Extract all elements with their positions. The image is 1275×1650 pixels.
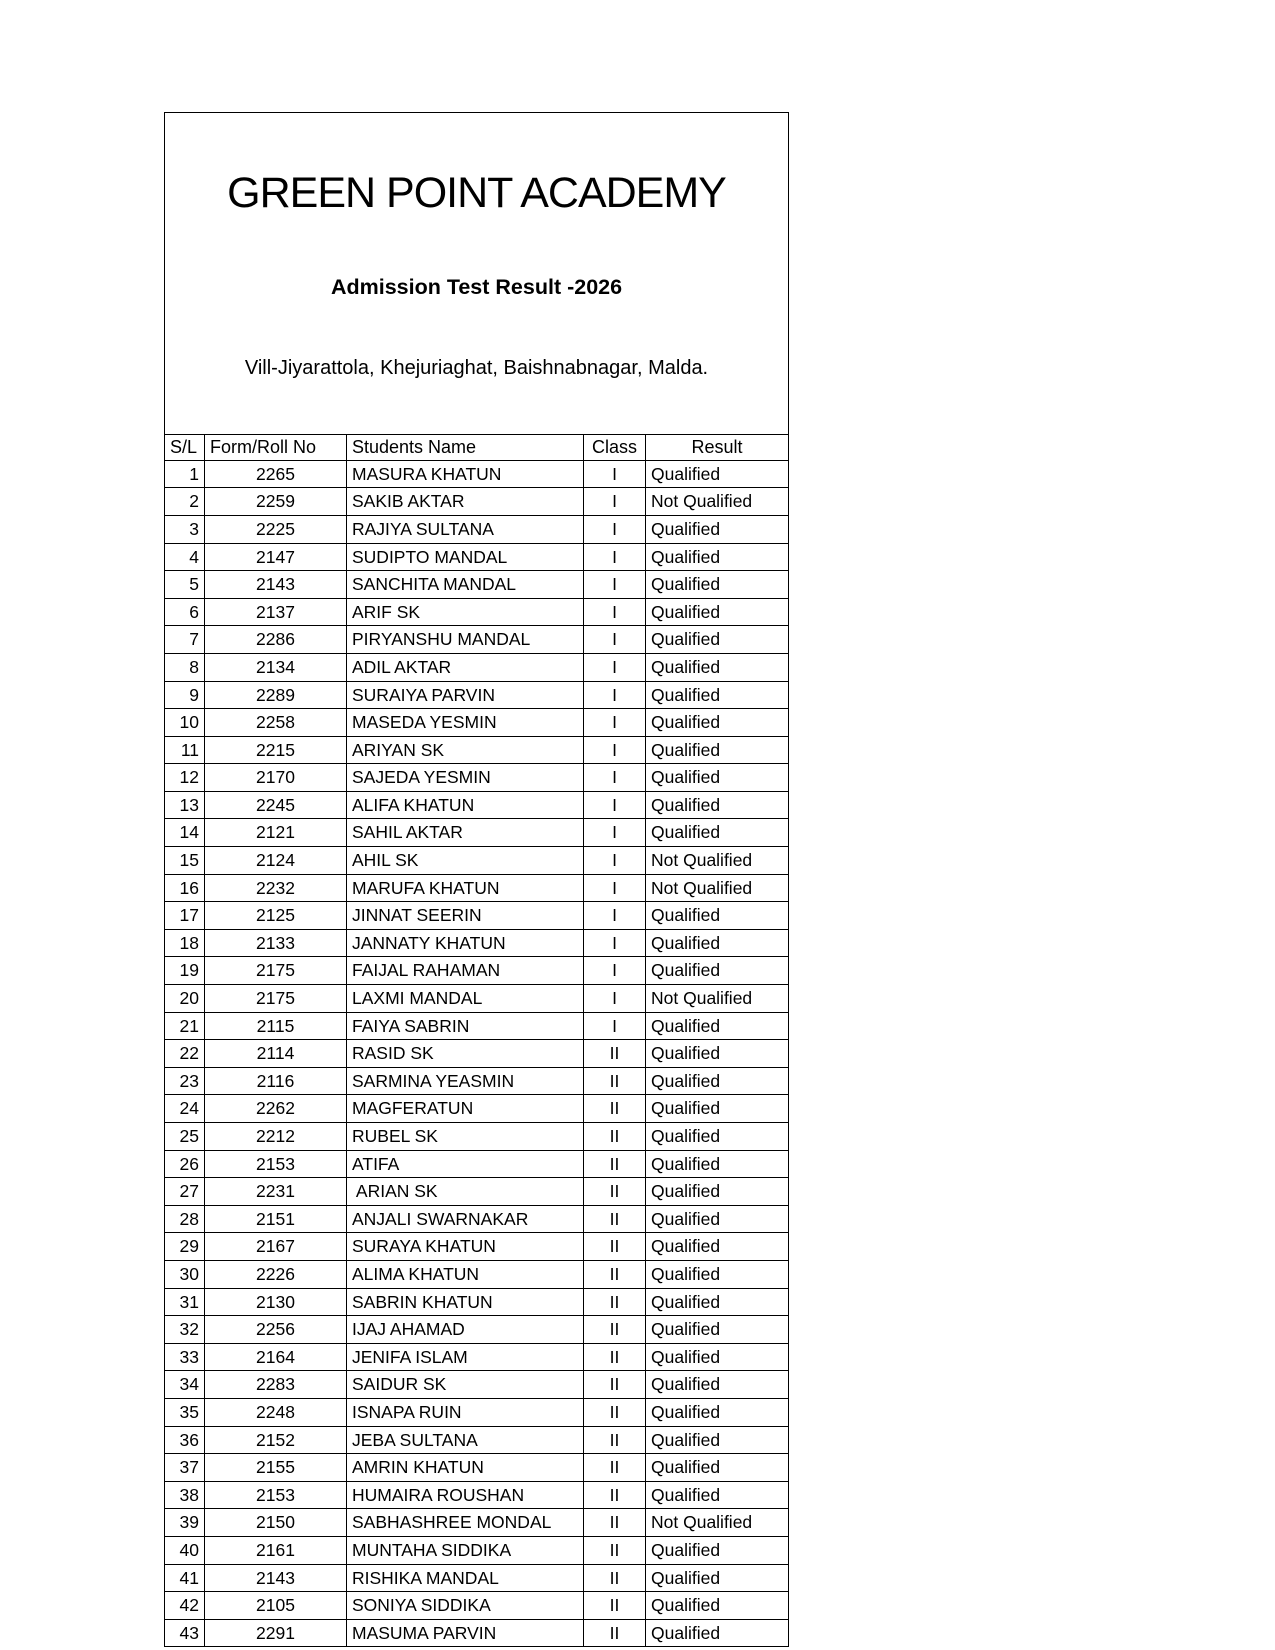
cell-result: Qualified [646,1095,789,1123]
cell-student-name: SUDIPTO MANDAL [347,543,584,571]
cell-result: Qualified [646,1150,789,1178]
table-row [165,626,789,654]
cell-result: Qualified [646,1426,789,1454]
cell-result: Qualified [646,460,789,488]
cell-class: I [584,736,646,764]
cell-student-name: SAIDUR SK [347,1371,584,1399]
cell-sl: 6 [165,598,205,626]
cell-result: Qualified [646,1536,789,1564]
cell-sl: 29 [165,1233,205,1261]
cell-result: Qualified [646,1178,789,1206]
cell-class: I [584,681,646,709]
cell-sl: 27 [165,1178,205,1206]
table-row [165,1288,789,1316]
document-title: Admission Test Result -2026 [330,275,623,300]
table-row [165,681,789,709]
cell-student-name: SABHASHREE MONDAL [347,1509,584,1537]
cell-class: II [584,1123,646,1151]
cell-student-name: ISNAPA RUIN [347,1398,584,1426]
table-row [165,736,789,764]
cell-sl: 26 [165,1150,205,1178]
cell-class: II [584,1067,646,1095]
table-row [165,1564,789,1592]
cell-class: I [584,653,646,681]
cell-roll-no: 2155 [205,1454,347,1482]
cell-sl: 3 [165,515,205,543]
cell-sl: 34 [165,1371,205,1399]
cell-class: I [584,626,646,654]
cell-roll-no: 2153 [205,1150,347,1178]
cell-class: II [584,1288,646,1316]
table-row [165,1509,789,1537]
table-row [165,929,789,957]
cell-result: Qualified [646,1260,789,1288]
cell-roll-no: 2134 [205,653,347,681]
cell-sl: 9 [165,681,205,709]
table-row [165,1481,789,1509]
cell-student-name: AHIL SK [347,847,584,875]
school-address: Vill-Jiyarattola, Khejuriaghat, Baishnabnagar, Malda. [244,356,709,379]
cell-result: Qualified [646,1040,789,1068]
cell-sl: 41 [165,1564,205,1592]
cell-roll-no: 2226 [205,1260,347,1288]
cell-roll-no: 2232 [205,874,347,902]
cell-result: Qualified [646,1592,789,1620]
cell-student-name: SABRIN KHATUN [347,1288,584,1316]
cell-sl: 22 [165,1040,205,1068]
cell-roll-no: 2212 [205,1123,347,1151]
cell-student-name: SAHIL AKTAR [347,819,584,847]
table-header-row [165,434,789,460]
cell-roll-no: 2115 [205,1012,347,1040]
cell-result: Qualified [646,709,789,737]
cell-result: Qualified [646,1316,789,1344]
cell-sl: 14 [165,819,205,847]
cell-result: Qualified [646,1205,789,1233]
cell-roll-no: 2175 [205,957,347,985]
cell-roll-no: 2286 [205,626,347,654]
cell-roll-no: 2231 [205,1178,347,1206]
cell-result: Qualified [646,626,789,654]
cell-class: I [584,515,646,543]
cell-roll-no: 2164 [205,1343,347,1371]
cell-class: I [584,957,646,985]
cell-student-name: ARIAN SK [347,1178,584,1206]
cell-roll-no: 2124 [205,847,347,875]
cell-roll-no: 2130 [205,1288,347,1316]
cell-result: Qualified [646,929,789,957]
cell-result: Qualified [646,1233,789,1261]
cell-class: I [584,571,646,599]
cell-result: Qualified [646,791,789,819]
cell-result: Qualified [646,1398,789,1426]
cell-result: Qualified [646,1481,789,1509]
cell-roll-no: 2105 [205,1592,347,1620]
cell-roll-no: 2114 [205,1040,347,1068]
table-row [165,985,789,1013]
cell-result: Qualified [646,653,789,681]
table-row [165,571,789,599]
cell-student-name: JANNATY KHATUN [347,929,584,957]
cell-class: I [584,902,646,930]
cell-student-name: JEBA SULTANA [347,1426,584,1454]
cell-sl: 25 [165,1123,205,1151]
cell-student-name: ANJALI SWARNAKAR [347,1205,584,1233]
cell-roll-no: 2143 [205,1564,347,1592]
table-row [165,1398,789,1426]
cell-sl: 40 [165,1536,205,1564]
cell-sl: 11 [165,736,205,764]
cell-sl: 43 [165,1619,205,1647]
cell-roll-no: 2151 [205,1205,347,1233]
title-row [165,113,789,435]
cell-sl: 15 [165,847,205,875]
cell-result: Qualified [646,1454,789,1482]
table-row [165,1150,789,1178]
table-row [165,1067,789,1095]
cell-student-name: ARIYAN SK [347,736,584,764]
cell-result: Not Qualified [646,874,789,902]
cell-sl: 23 [165,1067,205,1095]
cell-roll-no: 2256 [205,1316,347,1344]
cell-student-name: SARMINA YEASMIN [347,1067,584,1095]
results-table [164,112,789,1647]
cell-sl: 42 [165,1592,205,1620]
cell-sl: 12 [165,764,205,792]
cell-student-name: SAKIB AKTAR [347,488,584,516]
cell-class: II [584,1260,646,1288]
table-row [165,1371,789,1399]
cell-class: II [584,1426,646,1454]
table-row [165,460,789,488]
cell-class: II [584,1509,646,1537]
cell-class: I [584,460,646,488]
cell-result: Not Qualified [646,488,789,516]
table-row [165,543,789,571]
table-row [165,598,789,626]
table-row [165,1233,789,1261]
cell-sl: 17 [165,902,205,930]
column-header-name: Students Name [347,434,584,460]
cell-class: II [584,1205,646,1233]
cell-roll-no: 2259 [205,488,347,516]
cell-sl: 31 [165,1288,205,1316]
cell-roll-no: 2262 [205,1095,347,1123]
cell-class: II [584,1592,646,1620]
table-row [165,1040,789,1068]
cell-roll-no: 2265 [205,460,347,488]
column-header-result: Result [646,434,789,460]
cell-class: II [584,1343,646,1371]
cell-roll-no: 2245 [205,791,347,819]
cell-student-name: MAGFERATUN [347,1095,584,1123]
cell-result: Qualified [646,1288,789,1316]
table-row [165,488,789,516]
table-row [165,791,789,819]
cell-student-name: MARUFA KHATUN [347,874,584,902]
table-row [165,1536,789,1564]
cell-student-name: ALIFA KHATUN [347,791,584,819]
cell-result: Qualified [646,515,789,543]
cell-student-name: JENIFA ISLAM [347,1343,584,1371]
cell-roll-no: 2116 [205,1067,347,1095]
cell-student-name: SURAIYA PARVIN [347,681,584,709]
cell-student-name: SAJEDA YESMIN [347,764,584,792]
cell-class: I [584,791,646,819]
cell-class: I [584,598,646,626]
cell-roll-no: 2121 [205,819,347,847]
cell-roll-no: 2133 [205,929,347,957]
cell-roll-no: 2170 [205,764,347,792]
cell-class: I [584,709,646,737]
cell-student-name: RASID SK [347,1040,584,1068]
cell-student-name: MASURA KHATUN [347,460,584,488]
cell-result: Qualified [646,736,789,764]
cell-sl: 2 [165,488,205,516]
cell-roll-no: 2125 [205,902,347,930]
cell-class: I [584,488,646,516]
cell-roll-no: 2258 [205,709,347,737]
cell-result: Qualified [646,1123,789,1151]
cell-student-name: MASUMA PARVIN [347,1619,584,1647]
cell-sl: 24 [165,1095,205,1123]
cell-roll-no: 2143 [205,571,347,599]
cell-sl: 38 [165,1481,205,1509]
cell-class: II [584,1619,646,1647]
cell-sl: 5 [165,571,205,599]
cell-roll-no: 2150 [205,1509,347,1537]
cell-class: II [584,1454,646,1482]
cell-roll-no: 2289 [205,681,347,709]
cell-sl: 33 [165,1343,205,1371]
cell-class: II [584,1564,646,1592]
cell-class: I [584,543,646,571]
cell-class: II [584,1371,646,1399]
cell-sl: 39 [165,1509,205,1537]
cell-result: Qualified [646,571,789,599]
cell-class: II [584,1178,646,1206]
table-row [165,764,789,792]
table-row [165,1205,789,1233]
cell-roll-no: 2161 [205,1536,347,1564]
table-row [165,1426,789,1454]
cell-sl: 36 [165,1426,205,1454]
cell-student-name: FAIJAL RAHAMAN [347,957,584,985]
cell-class: I [584,819,646,847]
table-row [165,874,789,902]
cell-class: I [584,985,646,1013]
cell-class: I [584,929,646,957]
table-row [165,1454,789,1482]
cell-roll-no: 2175 [205,985,347,1013]
school-name: GREEN POINT ACADEMY [227,169,726,218]
table-row [165,515,789,543]
cell-sl: 16 [165,874,205,902]
cell-roll-no: 2248 [205,1398,347,1426]
cell-sl: 21 [165,1012,205,1040]
cell-class: II [584,1150,646,1178]
result-sheet [164,112,788,1647]
table-row [165,1316,789,1344]
cell-sl: 19 [165,957,205,985]
cell-sl: 1 [165,460,205,488]
cell-result: Qualified [646,1343,789,1371]
cell-roll-no: 2147 [205,543,347,571]
cell-result: Qualified [646,1564,789,1592]
cell-result: Qualified [646,1012,789,1040]
cell-student-name: LAXMI MANDAL [347,985,584,1013]
cell-student-name: JINNAT SEERIN [347,902,584,930]
table-row [165,1095,789,1123]
cell-student-name: SURAYA KHATUN [347,1233,584,1261]
cell-class: I [584,1012,646,1040]
cell-sl: 18 [165,929,205,957]
cell-result: Qualified [646,681,789,709]
cell-sl: 4 [165,543,205,571]
table-row [165,1012,789,1040]
table-row [165,847,789,875]
cell-student-name: SANCHITA MANDAL [347,571,584,599]
column-header-roll: Form/Roll No [205,434,347,460]
cell-class: II [584,1316,646,1344]
cell-class: II [584,1040,646,1068]
cell-roll-no: 2137 [205,598,347,626]
table-row [165,1178,789,1206]
cell-result: Qualified [646,543,789,571]
cell-roll-no: 2153 [205,1481,347,1509]
cell-student-name: IJAJ AHAMAD [347,1316,584,1344]
cell-roll-no: 2167 [205,1233,347,1261]
cell-student-name: SONIYA SIDDIKA [347,1592,584,1620]
column-header-sl: S/L [165,434,205,460]
cell-student-name: ADIL AKTAR [347,653,584,681]
table-row [165,1619,789,1647]
cell-class: II [584,1233,646,1261]
cell-student-name: RAJIYA SULTANA [347,515,584,543]
cell-sl: 7 [165,626,205,654]
cell-student-name: ATIFA [347,1150,584,1178]
cell-result: Qualified [646,902,789,930]
cell-class: I [584,874,646,902]
cell-roll-no: 2283 [205,1371,347,1399]
cell-student-name: FAIYA SABRIN [347,1012,584,1040]
cell-student-name: PIRYANSHU MANDAL [347,626,584,654]
title-block [165,113,789,435]
cell-result: Qualified [646,1619,789,1647]
cell-roll-no: 2215 [205,736,347,764]
cell-sl: 35 [165,1398,205,1426]
cell-sl: 32 [165,1316,205,1344]
cell-student-name: MASEDA YESMIN [347,709,584,737]
column-header-class: Class [584,434,646,460]
table-row [165,1260,789,1288]
cell-sl: 37 [165,1454,205,1482]
cell-roll-no: 2291 [205,1619,347,1647]
table-row [165,957,789,985]
cell-sl: 28 [165,1205,205,1233]
cell-result: Not Qualified [646,985,789,1013]
cell-class: I [584,764,646,792]
cell-result: Qualified [646,598,789,626]
table-row [165,819,789,847]
cell-class: II [584,1398,646,1426]
cell-student-name: AMRIN KHATUN [347,1454,584,1482]
cell-roll-no: 2225 [205,515,347,543]
cell-sl: 10 [165,709,205,737]
cell-result: Not Qualified [646,1509,789,1537]
table-row [165,1123,789,1151]
table-row [165,902,789,930]
cell-result: Not Qualified [646,847,789,875]
cell-class: I [584,847,646,875]
cell-sl: 13 [165,791,205,819]
cell-class: II [584,1481,646,1509]
cell-student-name: ARIF SK [347,598,584,626]
cell-roll-no: 2152 [205,1426,347,1454]
cell-student-name: MUNTAHA SIDDIKA [347,1536,584,1564]
cell-student-name: RUBEL SK [347,1123,584,1151]
cell-result: Qualified [646,1371,789,1399]
cell-sl: 8 [165,653,205,681]
cell-result: Qualified [646,957,789,985]
cell-student-name: ALIMA KHATUN [347,1260,584,1288]
cell-result: Qualified [646,764,789,792]
cell-class: II [584,1095,646,1123]
table-row [165,1343,789,1371]
cell-sl: 20 [165,985,205,1013]
cell-result: Qualified [646,1067,789,1095]
cell-student-name: HUMAIRA ROUSHAN [347,1481,584,1509]
table-row [165,653,789,681]
cell-class: II [584,1536,646,1564]
table-row [165,709,789,737]
cell-result: Qualified [646,819,789,847]
table-row [165,1592,789,1620]
cell-student-name: RISHIKA MANDAL [347,1564,584,1592]
cell-sl: 30 [165,1260,205,1288]
